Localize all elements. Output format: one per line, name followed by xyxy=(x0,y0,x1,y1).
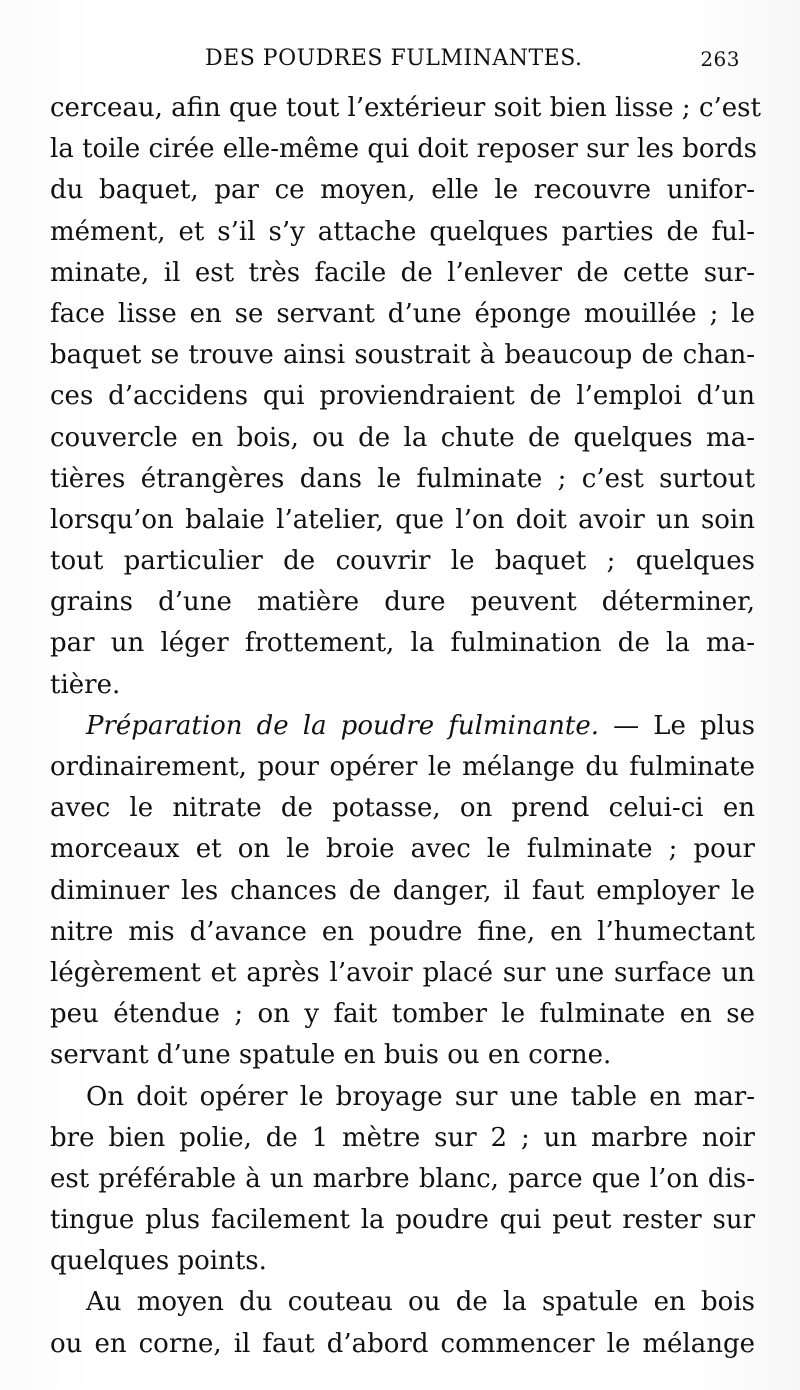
text-line-22: peu étendue ; on y fait tomber le fulminate en se xyxy=(50,999,755,1030)
running-head: DES POUDRES FULMINANTES. xyxy=(205,46,583,71)
text-line-7: baquet se trouve ainsi soustrait à beaucoup de chan- xyxy=(50,340,755,371)
text-line-28: ou en corne, il faut d’abord commencer le mélange xyxy=(50,1328,755,1359)
text-line-3: du baquet, par ce moyen, elle le recouvre unifor- xyxy=(50,175,755,206)
page-header xyxy=(205,42,740,76)
body-text xyxy=(50,88,761,1365)
text-line-4: mément, et s’il s’y attache quelques parties de ful- xyxy=(50,216,755,247)
text-line-6: face lisse en se servant d’une éponge mouillée ; le xyxy=(50,298,755,329)
preparation-paragraph-first-line xyxy=(50,706,755,747)
text-line-12: tout particulier de couvrir le baquet ; quelques xyxy=(50,546,755,577)
couteau-paragraph-first-line: Au moyen du couteau ou de la spatule en bois xyxy=(86,1287,755,1318)
text-line-11: lorsqu’on balaie l’atelier, que l’on doit avoir un soin xyxy=(50,504,755,535)
page-number: 263 xyxy=(700,47,740,71)
text-line-25: est préférable à un marbre blanc, parce que l’on dis- xyxy=(50,1163,755,1194)
text-line-14: par un léger frottement, la fulmination de la ma- xyxy=(50,628,755,659)
text-line-24: bre bien polie, de 1 mètre sur 2 ; un marbre noir xyxy=(50,1122,755,1153)
text-line-17: avec le nitrate de potasse, on prend celui-ci en xyxy=(50,793,755,824)
text-line-2: la toile cirée elle-même qui doit reposer sur les bords xyxy=(50,134,757,165)
preparation-heading: Préparation de la poudre fulminante. xyxy=(86,710,600,741)
text-line-5: minate, il est très facile de l’enlever de cette sur- xyxy=(50,257,755,288)
text-line-9: couvercle en bois, ou de la chute de quelques ma- xyxy=(50,422,755,453)
text-line-10: tières étrangères dans le fulminate ; c’est surtout xyxy=(50,463,755,494)
text-line-15: tière. xyxy=(50,669,121,700)
text-line-13: grains d’une matière dure peuvent déterminer, xyxy=(50,587,755,618)
text-line-27: quelques points. xyxy=(50,1246,267,1277)
text-line-20: nitre mis d’avance en poudre fine, en l’humectant xyxy=(50,916,755,947)
text-line-21: légèrement et après l’avoir placé sur une surface un xyxy=(50,957,755,988)
text-line-18: morceaux et on le broie avec le fulminate ; pour xyxy=(50,834,755,865)
preparation-heading-rest: — Le plus xyxy=(599,710,755,741)
text-line-16: ordinairement, pour opérer le mélange du fulminate xyxy=(50,752,755,782)
text-line-1: cerceau, afin que tout l’extérieur soit bien lisse ; c’est xyxy=(50,93,761,123)
text-line-23: servant d’une spatule en buis ou en corne. xyxy=(50,1040,612,1071)
text-line-26: tingue plus facilement la poudre qui peut rester sur xyxy=(50,1205,755,1236)
text-line-19: diminuer les chances de danger, il faut employer le xyxy=(50,875,755,906)
text-line-8: ces d’accidens qui proviendraient de l’emploi d’un xyxy=(50,381,755,412)
marbre-paragraph-first-line: On doit opérer le broyage sur une table en mar- xyxy=(86,1081,755,1112)
